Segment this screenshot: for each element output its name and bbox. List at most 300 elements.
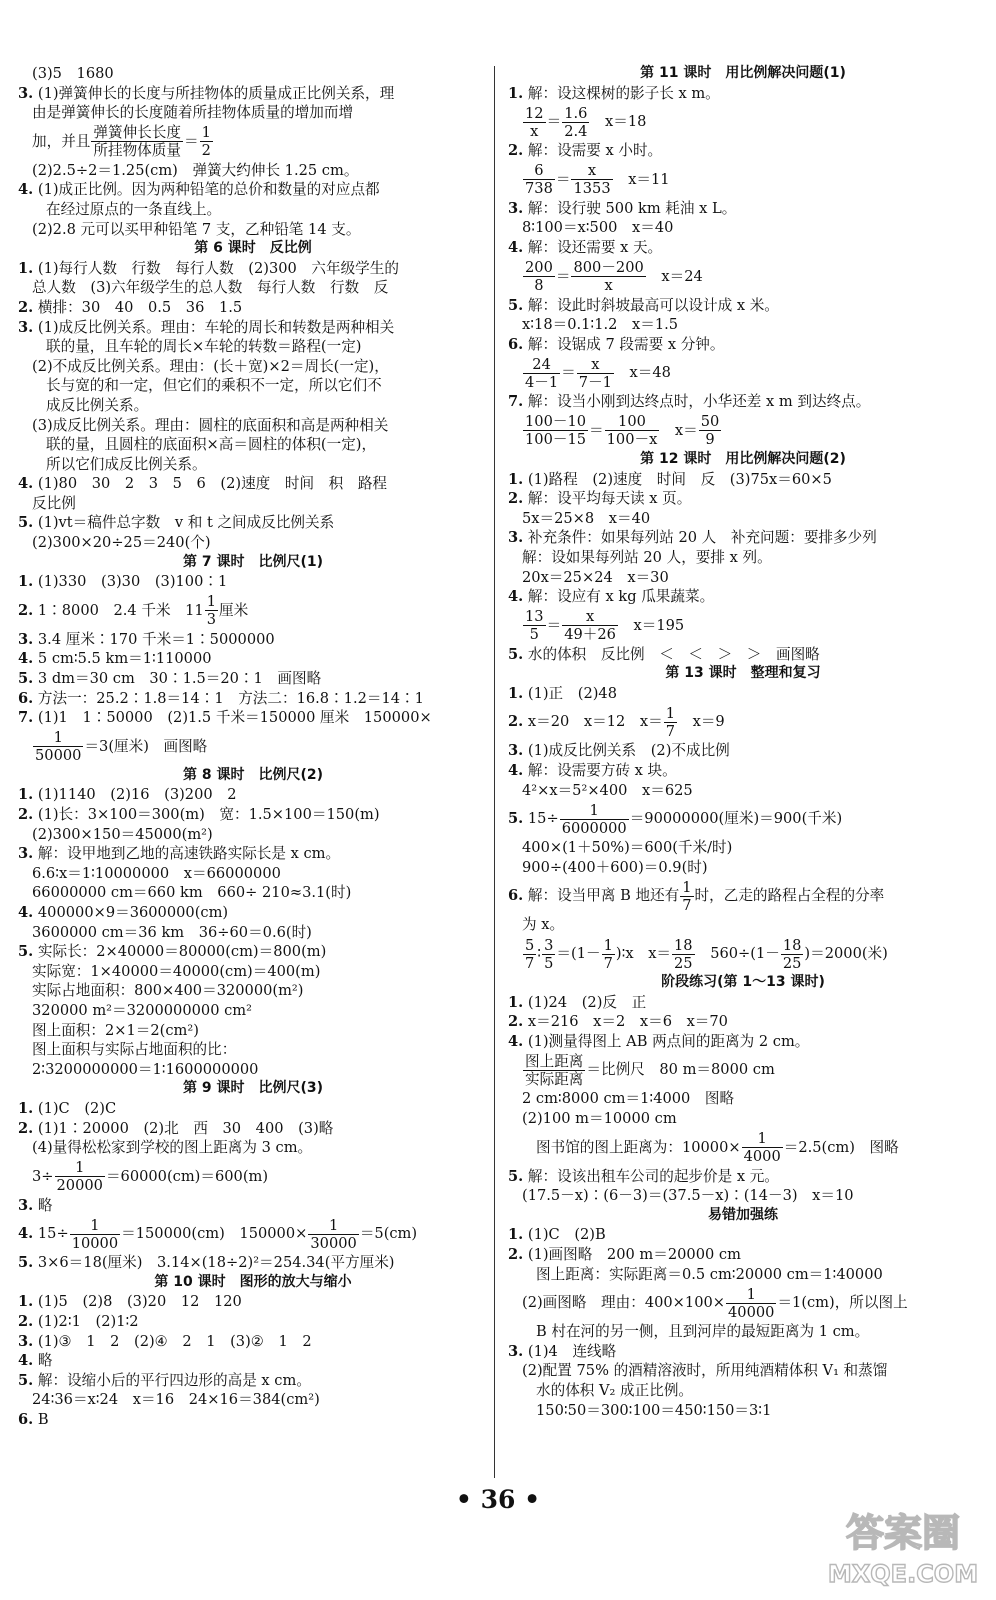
fraction-numerator: 100－10 — [525, 413, 587, 431]
line-text: 为 x。 — [522, 916, 565, 934]
fraction-denominator: 7 — [525, 954, 535, 972]
fraction-denominator: 30000 — [310, 1234, 357, 1252]
fraction — [680, 879, 693, 914]
answer-line — [508, 781, 978, 801]
answer-line — [18, 1312, 488, 1332]
item-number: 2. — [508, 1245, 524, 1263]
line-text: (2)不成反比例关系。理由：(长＋宽)×2＝周长(一定)， — [32, 357, 389, 375]
item-number: 3. — [508, 199, 524, 217]
right-column — [508, 64, 978, 1420]
line-text: 5. 3×6＝18(厘米) 3.14×(18÷2)²＝254.34(平方厘米) — [18, 1254, 395, 1272]
inline-text: 时，乙走的路程占全程的分率 — [694, 887, 885, 905]
answer-line — [18, 1292, 488, 1312]
answer-line — [508, 199, 978, 219]
answer-line — [18, 1196, 488, 1216]
answer-line — [508, 84, 978, 104]
answer-line — [508, 315, 978, 335]
answer-line — [18, 64, 488, 84]
line-text: 由是弹簧伸长的长度随着所挂物体质量的增加而增 — [32, 104, 354, 122]
line-text: 4. (1)80 30 2 3 5 6 (2)速度 时间 积 路程 — [18, 475, 388, 493]
line-text: 7. 解：设当小刚到达终点时，小华还差 x m 到达终点。 — [508, 393, 871, 411]
answer-line — [18, 455, 488, 475]
fraction — [523, 162, 555, 197]
fraction — [664, 705, 677, 740]
fraction — [726, 1286, 776, 1321]
answer-line — [508, 684, 978, 704]
inline-text: x＝24 — [646, 267, 703, 285]
line-text: 4. (1)成正比例。因为两种铅笔的总价和数量的对应点都 — [18, 181, 380, 199]
fraction — [781, 937, 804, 972]
line-text: 水的体积 V₂ 成正比例。 — [536, 1381, 694, 1399]
answer-line — [18, 513, 488, 533]
fraction-denominator: 4000 — [743, 1148, 781, 1166]
answer-line — [18, 1332, 488, 1352]
line-text: 长与宽的和一定，但它们的乘积不一定，所以它们不 — [46, 377, 382, 395]
fraction-numerator: x — [577, 356, 614, 374]
answer-line — [18, 903, 488, 923]
line-text: 解：设如果每列站 20 人，要排 x 列。 — [522, 548, 772, 566]
fraction-denominator: x — [604, 277, 613, 295]
fraction-denominator: 9 — [705, 431, 715, 449]
item-number: 4. — [18, 650, 34, 668]
answer-line — [508, 1225, 978, 1245]
line-text: 1. (1)C (2)C — [18, 1099, 117, 1117]
answer-line — [508, 1361, 978, 1381]
answer-line — [18, 259, 488, 279]
fraction-denominator: 738 — [525, 180, 553, 198]
answer-line — [18, 649, 488, 669]
line-text: 3. 补充条件：如果每列站 20 人 补充问题：要排多少列 — [508, 529, 877, 547]
answer-line — [18, 923, 488, 943]
inline-text: ＝比例尺 80 m＝8000 cm — [586, 1061, 775, 1079]
fraction-numerator: 100 — [605, 413, 660, 431]
fraction — [91, 124, 183, 159]
item-number: 3. — [18, 1332, 34, 1350]
line-text: 实际宽：1×40000＝40000(cm)＝400(m) — [32, 962, 321, 980]
fraction-numerator: 13 — [525, 608, 544, 626]
line-text: 4. 解：设还需要 x 天。 — [508, 238, 663, 256]
fraction-denominator: 实际距离 — [525, 1070, 584, 1088]
line-text: 2. (1)1∶20000 (2)北 西 30 400 (3)略 — [18, 1119, 334, 1137]
item-number: 4. — [508, 762, 524, 780]
fraction-numerator: 18 — [674, 936, 693, 954]
fraction-numerator: 1 — [70, 1217, 120, 1235]
answer-line — [508, 392, 978, 412]
answer-line — [18, 435, 488, 455]
fraction — [571, 162, 612, 197]
inline-text: ＝ — [555, 170, 571, 188]
fraction-numerator: 1 — [603, 936, 613, 954]
item-number: 3. — [18, 84, 34, 102]
item-number: 6. — [508, 335, 524, 353]
answer-line — [18, 494, 488, 514]
answer-line — [508, 993, 978, 1013]
section-heading — [18, 553, 488, 573]
fraction-denominator: 7 — [603, 954, 613, 972]
answer-line — [18, 669, 488, 689]
inline-text: ＝5(cm) — [359, 1225, 418, 1243]
answer-line — [18, 474, 488, 494]
answer-line — [18, 376, 488, 396]
answer-line — [508, 509, 978, 529]
answer-line — [508, 528, 978, 548]
fraction-numerator: 3 — [544, 936, 554, 954]
answer-line — [508, 858, 978, 878]
answer-line — [508, 1051, 978, 1089]
answer-line — [18, 161, 488, 181]
answer-line — [18, 1001, 488, 1021]
fraction-numerator: 1 — [33, 729, 83, 747]
fraction-numerator: x — [571, 162, 612, 180]
answer-line — [18, 708, 488, 728]
answer-line — [18, 572, 488, 592]
inline-text: ＝150000(cm) 150000× — [121, 1225, 308, 1243]
answer-line — [18, 1021, 488, 1041]
item-number: 4. — [508, 1032, 524, 1050]
line-text: x∶18＝0.1∶1.2 x＝1.5 — [522, 316, 679, 334]
fraction — [602, 937, 615, 972]
line-text: 1. (1)正 (2)48 — [508, 684, 617, 702]
line-text: 成反比例关系。 — [46, 396, 149, 414]
line-text: 5. 3 dm＝30 cm 30∶1.5＝20∶1 画图略 — [18, 670, 322, 688]
fraction-denominator: 3 — [206, 611, 216, 629]
line-text: 反比例 — [32, 494, 76, 512]
line-text: 3600000 cm＝36 km 36÷60＝0.6(时) — [32, 923, 312, 941]
fraction-denominator: 所挂物体质量 — [93, 142, 181, 160]
line-text: 4. 5 cm∶5.5 km＝1∶110000 — [18, 650, 212, 668]
line-text: 3. 解：设行驶 500 km 耗油 x L。 — [508, 199, 737, 217]
line-text: 2. (1)长：3×100＝300(m) 宽：1.5×100＝150(m) — [18, 806, 380, 823]
line-text: 第 11 课时 用比例解决问题(1) — [640, 65, 846, 81]
fraction-denominator: 5 — [529, 626, 539, 644]
answer-line — [508, 877, 978, 915]
line-text: 1. (1)C (2)B — [508, 1226, 606, 1244]
line-text: (2)画图略 理由：400×100× — [522, 1294, 725, 1312]
answer-line — [508, 1245, 978, 1265]
line-text: 7. (1)1 1∶50000 (2)1.5 千米＝150000 厘米 150000× — [18, 709, 432, 727]
answer-line — [18, 1390, 488, 1410]
answer-line — [18, 1060, 488, 1080]
fraction — [560, 802, 629, 837]
line-text: 5. 解：设该出租车公司的起步价是 x 元。 — [508, 1167, 779, 1185]
line-text: 150∶50＝300∶100＝450∶150＝3∶1 — [536, 1401, 772, 1419]
fraction — [523, 937, 536, 972]
fraction — [308, 1217, 358, 1252]
line-text: 3. 3.4 厘米∶170 千米＝1∶5000000 — [18, 630, 275, 648]
fraction-numerator: 200 — [525, 259, 553, 277]
answer-line — [18, 689, 488, 709]
answer-line — [18, 1253, 488, 1273]
watermark-text-cn: 答案圈 — [845, 1511, 961, 1555]
item-number: 3. — [18, 318, 34, 336]
line-text: 66000000 cm＝660 km 660÷ 210≈3.1(时) — [32, 884, 352, 902]
answer-line — [18, 1371, 488, 1391]
inline-text: )∶x x＝ — [615, 945, 672, 963]
line-text: (3)5 1680 — [32, 65, 114, 82]
line-text: 第 12 课时 用比例解决问题(2) — [640, 450, 846, 467]
line-text: 2∶3200000000＝1∶1600000000 — [32, 1060, 259, 1078]
fraction-numerator: 弹簧伸长长度 — [93, 124, 181, 142]
answer-line — [508, 607, 978, 645]
answer-line — [18, 1099, 488, 1119]
answer-line — [508, 1265, 978, 1285]
line-text: 4. 略 — [18, 1352, 53, 1370]
fraction — [672, 937, 695, 972]
line-text: 第 8 课时 比例尺(2) — [182, 766, 324, 783]
fraction-numerator: 1 — [682, 878, 692, 896]
line-text: 2. 解：设平均每天读 x 页。 — [508, 490, 692, 508]
fraction — [562, 105, 589, 140]
inline-text: ＝60000(cm)＝600(m) — [105, 1167, 269, 1185]
fraction — [605, 413, 660, 448]
answer-line — [18, 1158, 488, 1196]
item-number: 1. — [508, 84, 524, 102]
answer-line — [508, 1322, 978, 1342]
item-number: 1. — [508, 470, 524, 488]
item-number: 5. — [18, 1371, 34, 1389]
fraction-denominator: 1353 — [573, 180, 611, 198]
answer-line — [18, 278, 488, 298]
fraction — [562, 608, 618, 643]
line-text: 3. (1)③ 1 2 (2)④ 2 1 (3)② 1 2 — [18, 1332, 312, 1350]
fraction-denominator: 50000 — [35, 747, 82, 765]
fraction-numerator: 1 — [201, 124, 211, 142]
fraction-numerator: 1 — [726, 1286, 776, 1304]
answer-line — [18, 180, 488, 200]
line-text: 3. (1)4 连线略 — [508, 1342, 617, 1360]
answer-line — [18, 1040, 488, 1060]
inline-text: ＝3(厘米) 画图略 — [84, 737, 208, 755]
fraction-numerator: 1 — [308, 1217, 358, 1235]
column-divider — [494, 66, 495, 1478]
fraction-numerator: 18 — [782, 936, 802, 954]
item-number: 5. — [508, 1167, 524, 1185]
answer-line — [508, 1109, 978, 1129]
section-heading — [508, 450, 978, 470]
answer-line — [508, 587, 978, 607]
line-text: 320000 m²＝3200000000 cm² — [32, 1001, 252, 1019]
line-text: (2)100 m＝10000 cm — [522, 1110, 677, 1127]
item-number: 2. — [508, 142, 524, 160]
line-text: 4²×x＝5²×400 x＝625 — [522, 781, 693, 799]
line-text: 第 7 课时 比例尺(1) — [182, 553, 324, 570]
line-text: 2. 1∶8000 2.4 千米 11 — [18, 601, 204, 619]
line-text: 所以它们成反比例关系。 — [46, 455, 207, 473]
answer-line — [18, 592, 488, 630]
answer-line — [508, 103, 978, 141]
fraction — [200, 124, 213, 159]
line-text: 5. 15÷ — [508, 810, 559, 828]
inline-text: x＝ — [660, 421, 698, 439]
line-text: 图书馆的图上距离为：10000× — [536, 1138, 741, 1156]
line-text: (2)300×20÷25＝240(个) — [32, 534, 211, 552]
fraction — [523, 105, 546, 140]
item-number: 4. — [508, 238, 524, 256]
line-text: 20x＝25×24 x＝30 — [522, 568, 669, 586]
fraction-denominator: 20000 — [56, 1177, 103, 1195]
fraction-denominator: 7－1 — [578, 373, 612, 391]
answer-line — [508, 335, 978, 355]
answer-line — [508, 489, 978, 509]
answer-line — [18, 1410, 488, 1430]
line-text: 2. (1)2∶1 (2)1∶2 — [18, 1313, 139, 1331]
line-text: 3. (1)弹簧伸长的长度与所挂物体的质量成正比例关系，理 — [18, 84, 395, 102]
answer-line — [18, 396, 488, 416]
fraction — [571, 259, 645, 294]
line-text: (2)300×150＝45000(m²) — [32, 825, 213, 843]
line-text: 8∶100＝x∶500 x＝40 — [522, 219, 674, 237]
answer-line — [508, 1032, 978, 1052]
line-text: 2 cm∶8000 cm＝1∶4000 图略 — [522, 1090, 735, 1108]
line-text: 3. 解：设甲地到乙地的高速铁路实际长是 x cm。 — [18, 845, 341, 863]
item-number: 6. — [508, 887, 524, 905]
line-text: 3÷ — [32, 1167, 54, 1185]
answer-line — [508, 1342, 978, 1362]
section-heading — [18, 766, 488, 786]
fraction — [742, 1130, 783, 1165]
line-text: 3. 略 — [18, 1196, 53, 1214]
fraction-numerator: 图上距离 — [525, 1052, 584, 1070]
fraction-denominator: 100－15 — [525, 431, 587, 449]
answer-line — [508, 1381, 978, 1401]
line-text: 2. x＝216 x＝2 x＝6 x＝70 — [508, 1013, 728, 1031]
answer-line — [508, 761, 978, 781]
answer-line — [18, 416, 488, 436]
item-number: 2. — [508, 713, 524, 731]
fraction-denominator: 40000 — [728, 1303, 775, 1321]
line-text: 图上距离：实际距离＝0.5 cm∶20000 cm＝1∶40000 — [536, 1265, 883, 1283]
item-number: 4. — [18, 1352, 34, 1370]
fraction-denominator: x — [530, 122, 539, 140]
left-column — [18, 64, 488, 1430]
fraction-denominator: 25 — [782, 954, 802, 972]
fraction — [577, 356, 614, 391]
line-text: 6.6∶x＝1∶10000000 x＝66000000 — [32, 864, 281, 882]
line-text: 2. 解：设需要 x 小时。 — [508, 142, 663, 160]
item-number: 4. — [18, 475, 34, 493]
item-number: 3. — [508, 1342, 524, 1360]
item-number: 5. — [508, 810, 524, 828]
line-text: (4)量得松松家到学校的图上距离为 3 cm。 — [32, 1139, 313, 1157]
section-heading — [508, 64, 978, 84]
answer-line — [508, 568, 978, 588]
fraction-numerator: 1 — [665, 704, 675, 722]
inline-text: x＝18 — [590, 113, 647, 131]
item-number: 6. — [18, 689, 34, 707]
item-number: 5. — [508, 296, 524, 314]
fraction-denominator: 4－1 — [525, 373, 559, 391]
line-text: 第 10 课时 图形的放大与缩小 — [154, 1273, 352, 1290]
answer-line — [508, 935, 978, 973]
answer-line — [508, 645, 978, 665]
line-text: 24∶36＝x∶24 x＝16 24×16＝384(cm²) — [32, 1391, 320, 1409]
line-text: 2. x＝20 x＝12 x＝ — [508, 713, 663, 731]
line-text: 联的量，且圆柱的底面积×高＝圆柱的体积(一定)， — [46, 436, 377, 454]
fraction — [55, 1159, 105, 1194]
fraction — [523, 1053, 585, 1088]
page-number: • 36 • — [455, 1485, 541, 1514]
section-heading — [18, 239, 488, 259]
item-number: 2. — [18, 806, 34, 823]
inline-text: ＝ — [546, 113, 562, 131]
answer-line — [18, 200, 488, 220]
answer-line — [18, 844, 488, 864]
item-number: 4. — [18, 1225, 34, 1243]
answer-line — [508, 354, 978, 392]
answer-line — [18, 630, 488, 650]
inline-text: x＝48 — [614, 364, 671, 382]
fraction — [699, 413, 722, 448]
line-text: 4. 解：设需要方砖 x 块。 — [508, 762, 677, 780]
line-text: (17.5－x)∶(6－3)＝(37.5－x)∶(14－3) x＝10 — [522, 1187, 854, 1205]
answer-line — [508, 915, 978, 935]
answer-line — [508, 1089, 978, 1109]
line-text: 第 6 课时 反比例 — [194, 240, 312, 257]
answer-line — [508, 1401, 978, 1421]
watermark-text-url: MXQE.COM — [827, 1560, 979, 1588]
answer-line — [508, 1167, 978, 1187]
fraction — [70, 1217, 120, 1252]
line-text: 1. (1)路程 (2)速度 时间 反 (3)75x＝60×5 — [508, 470, 832, 488]
item-number: 5. — [18, 1254, 34, 1272]
fraction — [542, 937, 555, 972]
answer-line — [508, 470, 978, 490]
item-number: 4. — [508, 588, 524, 606]
fraction-denominator: 5 — [544, 954, 554, 972]
answer-line — [18, 825, 488, 845]
item-number: 4. — [18, 181, 34, 199]
fraction-denominator: 7 — [682, 896, 692, 914]
line-text: 5. 解：设缩小后的平行四边形的高是 x cm。 — [18, 1371, 311, 1389]
line-text: 4. 15÷ — [18, 1225, 69, 1243]
answer-line — [18, 533, 488, 553]
answer-line — [18, 981, 488, 1001]
line-text: (2)2.5÷2＝1.25(cm) 弹簧大约伸长 1.25 cm。 — [32, 161, 359, 179]
fraction-numerator: 5 — [525, 936, 535, 954]
fraction-numerator: 1 — [742, 1130, 783, 1148]
item-number: 2. — [18, 1313, 34, 1331]
answer-line — [18, 785, 488, 805]
answer-line — [18, 1215, 488, 1253]
inline-text: ＝(1－ — [556, 945, 601, 963]
line-text: 阶段练习(第 1～13 课时) — [661, 974, 825, 991]
answer-line — [18, 864, 488, 884]
answer-line — [18, 84, 488, 104]
answer-line — [508, 741, 978, 761]
item-number: 1. — [18, 786, 34, 804]
fraction — [205, 593, 218, 628]
line-text: 4. 400000×9＝3600000(cm) — [18, 903, 229, 921]
line-text: 4. 解：设应有 x kg 瓜果蔬菜。 — [508, 588, 715, 606]
inline-text: 厘米 — [219, 601, 249, 619]
line-text: 1. (1)24 (2)反 正 — [508, 993, 647, 1011]
line-text: 加，并且 — [32, 132, 91, 150]
answer-line — [508, 296, 978, 316]
inline-text: ＝1(cm)，所以图上 — [777, 1294, 908, 1312]
answer-line — [18, 962, 488, 982]
inline-text: ＝2.5(cm) 图略 — [783, 1138, 899, 1156]
answer-line — [508, 548, 978, 568]
fraction — [523, 413, 588, 448]
answer-line — [508, 161, 978, 199]
line-text: B 村在河的另一侧，且到河岸的最短距离为 1 cm。 — [536, 1323, 870, 1341]
answer-line — [508, 1012, 978, 1032]
fraction-denominator: 10000 — [71, 1234, 119, 1252]
line-text: 1. (1)330 (3)30 (3)100∶1 — [18, 573, 228, 591]
inline-text: ＝90000000(厘米)＝900(千米) — [629, 810, 843, 828]
fraction-numerator: 24 — [523, 356, 560, 374]
inline-text: ∶ — [537, 945, 542, 963]
